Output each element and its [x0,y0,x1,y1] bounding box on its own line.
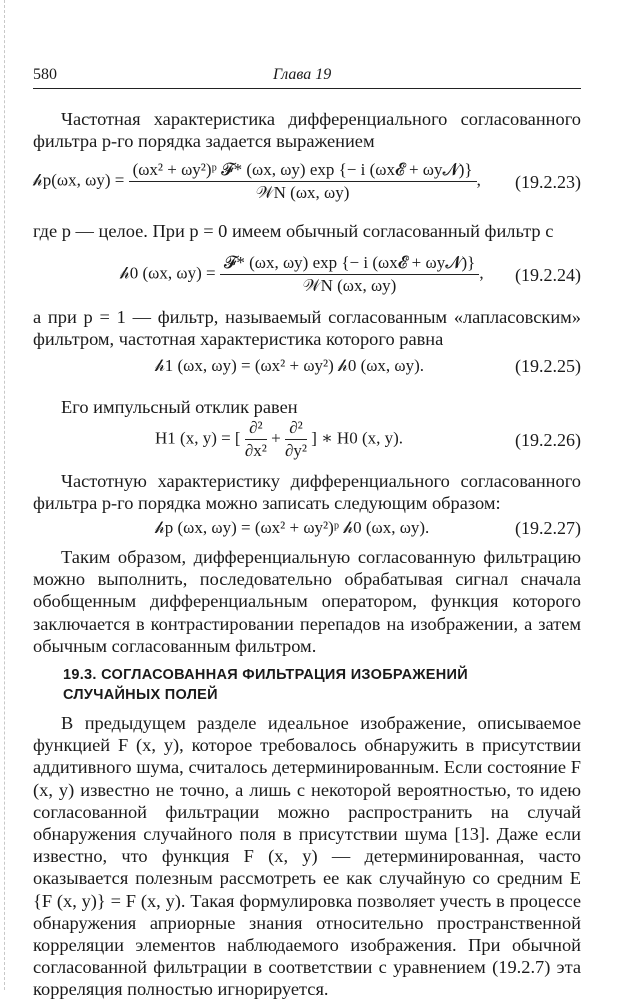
fraction-numerator: ∂² [285,418,307,440]
equation-numerator: (ωx² + ωy²)ᵖ 𝓕* (ωx, ωy) exp {− i (ωx𝓔 + ωy𝓝)} [129,160,477,182]
equation-expression: 𝒽p (ωx, ωy) = (ωx² + ωy²)ᵖ 𝒽0 (ωx, ωy). [155,518,430,537]
equation-expression: 𝒽1 (ωx, ωy) = (ωx² + ωy²) 𝒽0 (ωx, ωy). [155,356,425,375]
equation-number: (19.2.24) [515,265,581,285]
paragraph-impulse: Его импульсный отклик равен [61,397,298,417]
equation-lhs: 𝒽p(ωx, ωy) = [33,170,125,190]
equation-expression: 𝒽p(ωx, ωy) = $\frac{\text{(ωx² + ωy²)ᵖ 𝓕* (ωx, ωy) exp \{− i (ωx𝓔 + ωy𝓝)\}}}{\text{𝒲N (ωx, ωy)}}$ , [33,160,481,202]
section-heading-line2: СЛУЧАЙНЫХ ПОЛЕЙ [63,687,218,703]
section-heading [63,665,563,705]
equation-fraction [245,418,267,461]
equation-expression [155,418,403,461]
plus-sign: + [271,428,281,448]
equation-number: (19.2.25) [515,356,581,376]
equation-lhs: H1 (x, y) = [ [155,428,241,448]
running-header [33,66,581,89]
paragraph-p-integer: где p — целое. При p = 0 имеем обычный согласованный фильтр с [33,221,554,241]
paragraph-random-fields: В предыдущем разделе идеальное изображение, описываемое функцией F (x, y), которое требовалось обнаружить в присутствии аддитивного шума, считалось детерминированным. Если состояние F (x, y) известно не точно, а лишь с некоторой вероятностью, то идею согласованной фильтрации можно распространить на случай обнаружения случайного поля в присутствии шума [13]. Даже если известно, что функция F (x, y) — детерминированная, часто оказывается полезным рассмотреть ее как случайную со средним E {F (x, y)} = F (x, y). Такая формулировка позволяет учесть в процессе обнаружения априорные знания относительно пространственной корреляции элементов наблюдаемого изображения. При обычной согласованной фильтрации в соответствии с уравнением (19.2.7) эта корреляция полностью игнорируется. [33,713,581,1000]
equation-fraction [285,418,307,461]
paragraph-intro: Частотная характеристика дифференциального согласованного фильтра p-го порядка задается выражением [33,109,581,152]
equation-19-2-23 [33,160,581,204]
equation-lhs: 𝒽0 (ωx, ωy) = [120,263,216,283]
equation-number: (19.2.26) [515,430,581,450]
equation-19-2-26 [155,418,581,462]
equation-19-2-24 [120,253,581,297]
fraction-denominator: ∂y² [284,441,307,460]
equation-numerator: 𝓕* (ωx, ωy) exp {− i (ωx𝓔 + ωy𝓝)} [220,253,480,275]
equation-number: (19.2.27) [515,518,581,538]
page-edge [4,0,6,990]
chapter-title: Глава 19 [273,66,332,83]
equation-denominator: 𝒲N (ωx, ωy) [302,276,397,295]
section-heading-line1: 19.3. СОГЛАСОВАННАЯ ФИЛЬТРАЦИЯ ИЗОБРАЖЕНИЙ [63,667,468,683]
paragraph-conclusion: Таким образом, дифференциальную согласованную фильтрацию можно выполнить, последовательно обрабатывая сигнал сначала обобщенным дифференциальным оператором, функция которого заключается в контрастировании перепадов на изображении, а затем обычным согласованным фильтром. [33,547,581,656]
fraction-numerator: ∂² [245,418,267,440]
equation-rhs: ] ∗ H0 (x, y). [311,428,404,448]
equation-fraction [220,253,480,296]
equation-fraction [129,160,477,203]
equation-expression: 𝒽0 (ωx, ωy) = $\frac{\text{𝓕* (ωx, ωy) exp \{− i (ωx𝓔 + ωy𝓝)\}}}{\text{𝒲N (ωx, ωy)}}$ , [120,253,484,295]
paragraph-differential: Частотную характеристику дифференциального согласованного фильтра p-го порядка можно записать следующим образом: [33,471,581,514]
equation-number: (19.2.23) [515,172,581,192]
paragraph-laplacian: а при p = 1 — фильтр, называемый согласованным «лапласовским» фильтром, частотная характеристика которого равна [33,307,581,350]
fraction-denominator: ∂x² [244,441,267,460]
page-number: 580 [33,66,57,83]
equation-denominator: 𝒲N (ωx, ωy) [255,183,350,202]
